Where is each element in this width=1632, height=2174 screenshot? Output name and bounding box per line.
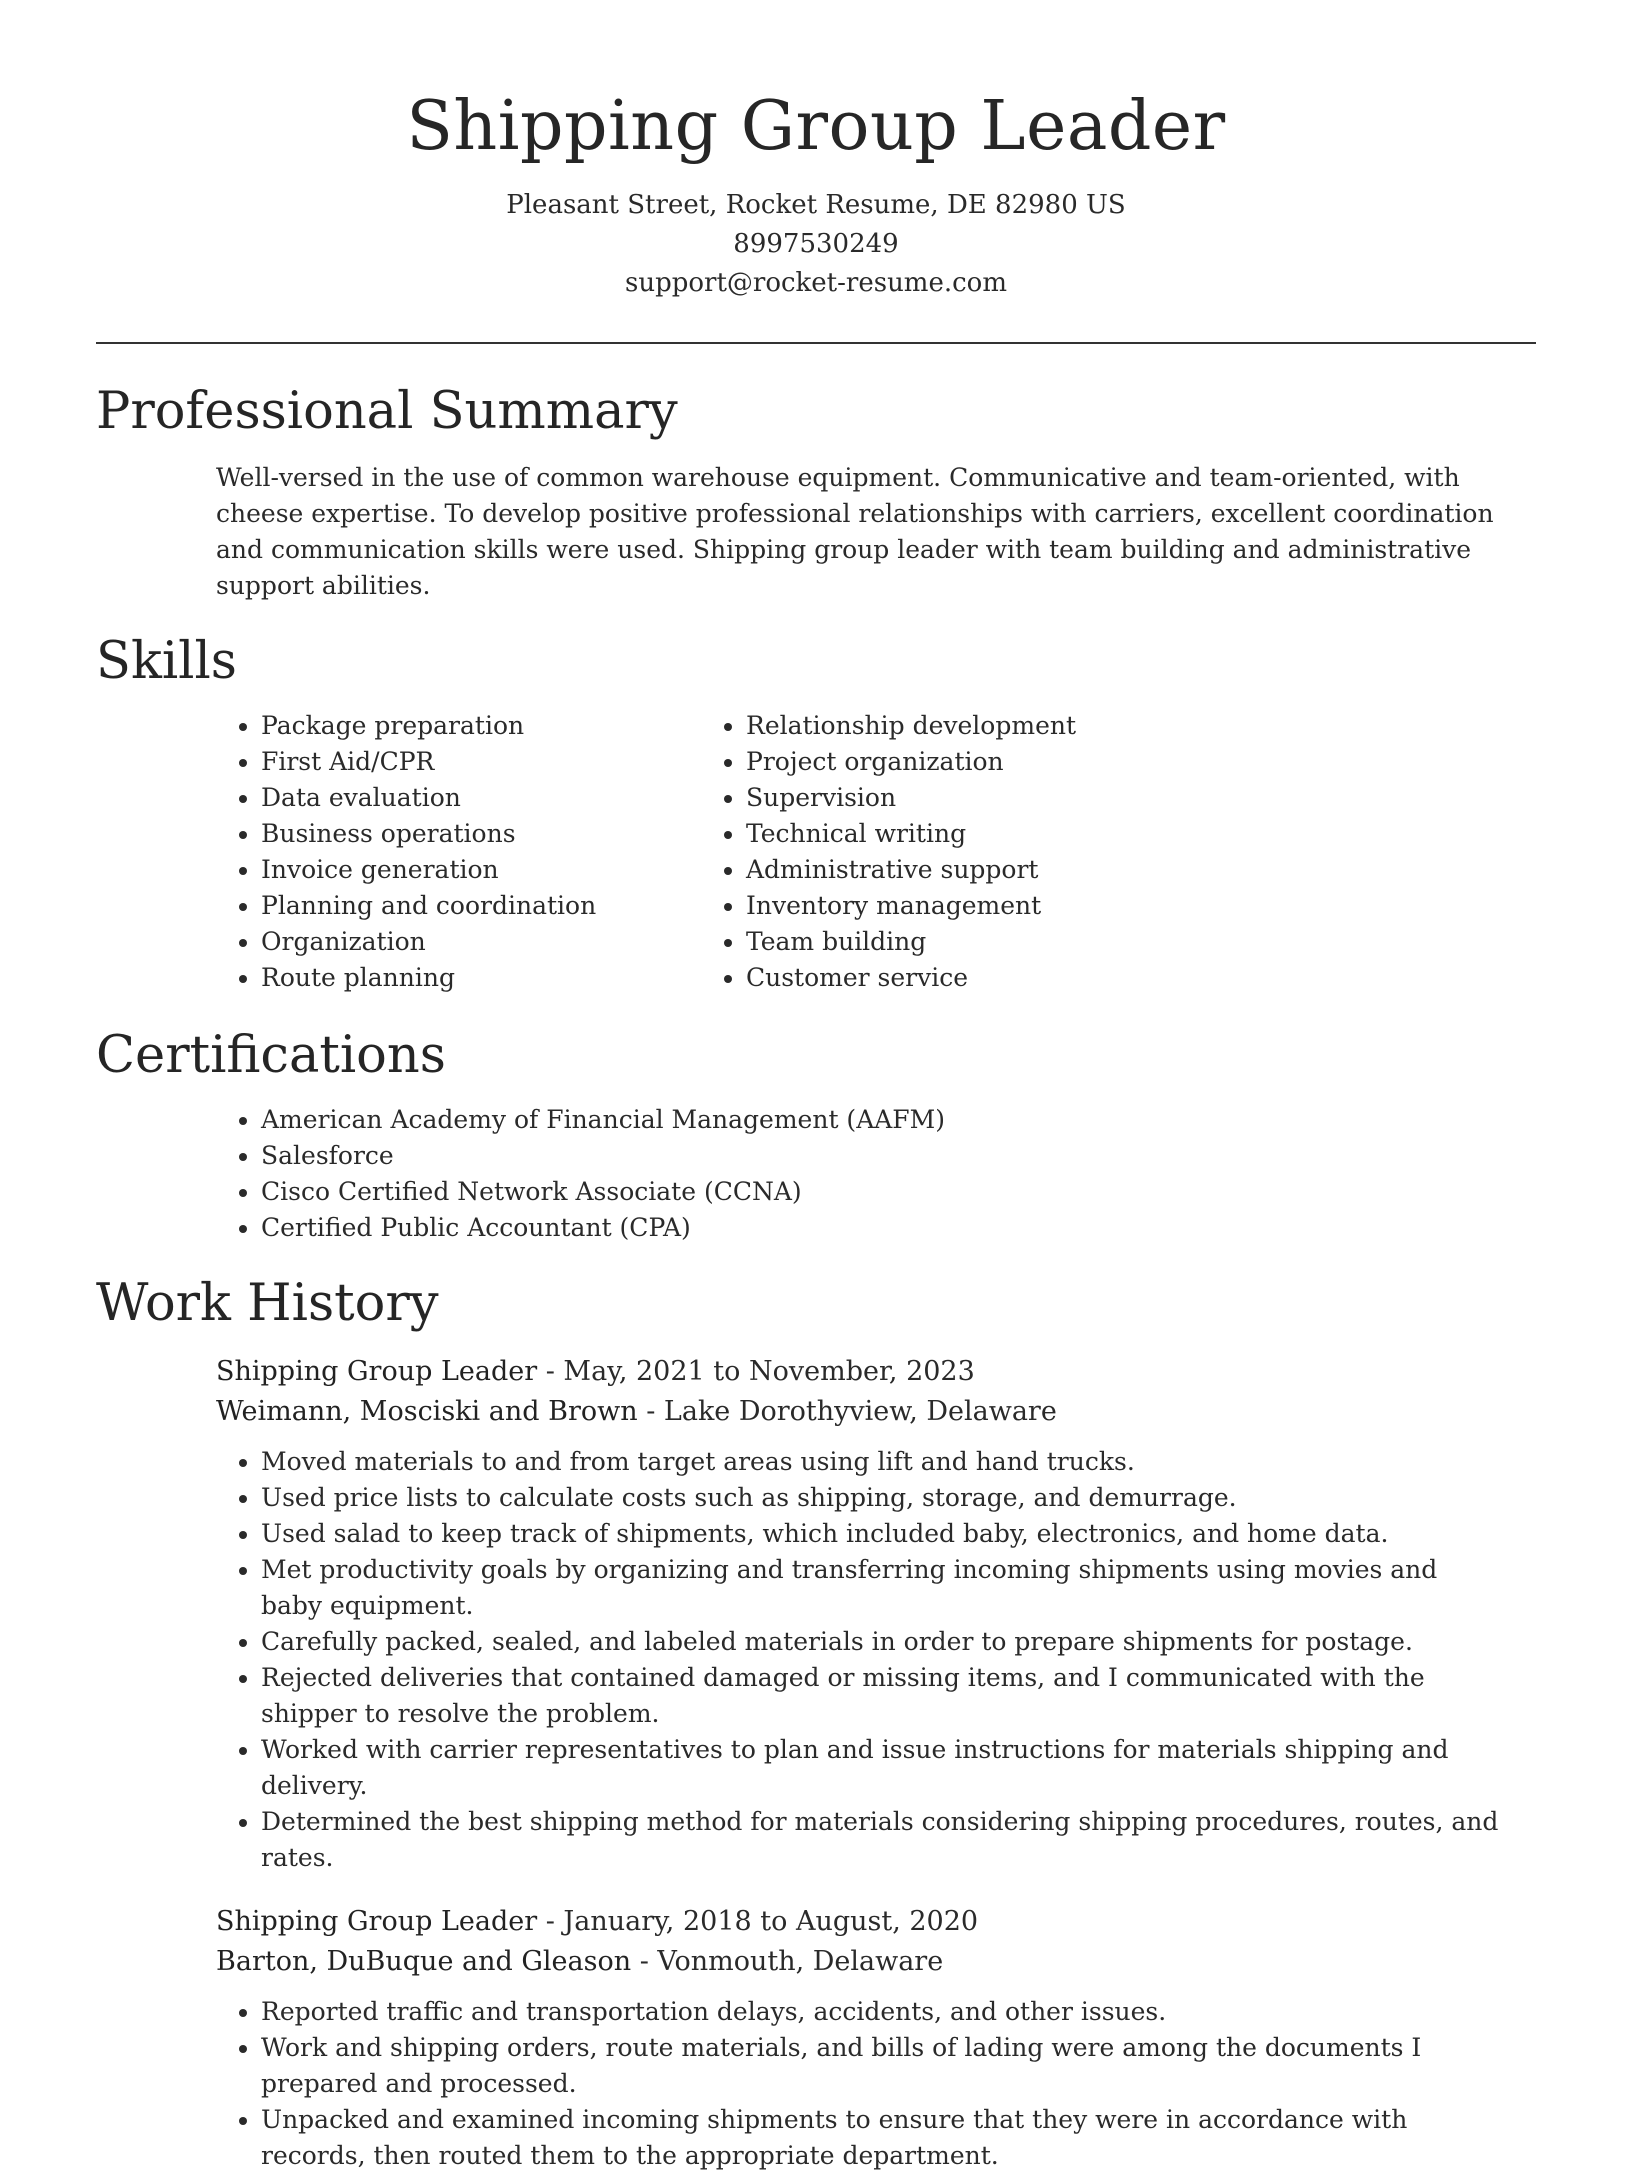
list-item: • Used price lists to calculate costs such as shipping, storage, and demurrage. (261, 1480, 1536, 1516)
list-item: • Determined the best shipping method for materials considering shipping procedures, routes, and rates. (261, 1804, 1536, 1876)
contact-address: Pleasant Street, Rocket Resume, DE 82980 US (506, 190, 1126, 220)
job-company: Barton, DuBuque and Gleason (216, 1946, 632, 1977)
job-bullets (216, 1994, 1536, 2174)
page-title: Shipping Group Leader (406, 87, 1226, 166)
list-item: • Data evaluation (261, 780, 746, 816)
summary-text: Well-versed in the use of common warehouse equipment. Communicative and team-oriented, with cheese expertise. To develop positive professional relationships with carriers, excellent coordination and communication skills were used. Shipping group leader with team building and administrative support abilities. (216, 463, 1494, 600)
job-role: Shipping Group Leader (216, 1906, 538, 1937)
job-dates: - January, 2018 to August, 2020 (537, 1906, 979, 1937)
job-title-line (216, 1352, 1536, 1392)
contact-info (0, 186, 1632, 303)
list-item: • Rejected deliveries that contained damaged or missing items, and I communicated with the shipper to resolve the problem. (261, 1660, 1536, 1732)
job-company-line (216, 1392, 1536, 1432)
job-role: Shipping Group Leader (216, 1356, 538, 1387)
list-item: • First Aid/CPR (261, 744, 746, 780)
certifications-section (96, 1024, 1536, 1246)
list-item: • Certified Public Accountant (CPA) (261, 1210, 1536, 1246)
contact-email: support@rocket-resume.com (624, 268, 1007, 298)
skills-section (96, 630, 1536, 996)
list-item: • Unpacked and examined incoming shipments to ensure that they were in accordance with records, then routed them to the appropriate department. (261, 2102, 1536, 2174)
skills-list-left (96, 708, 746, 996)
list-item: • Invoice generation (261, 852, 746, 888)
list-item: • Moved materials to and from target areas using lift and hand trucks. (261, 1444, 1536, 1480)
job-company-line (216, 1942, 1536, 1982)
list-item: • Business operations (261, 816, 746, 852)
list-item: • Package preparation (261, 708, 746, 744)
job-title-line (216, 1902, 1536, 1942)
list-item: • Cisco Certified Network Associate (CCNA) (261, 1174, 1536, 1210)
list-item: • Carefully packed, sealed, and labeled materials in order to prepare shipments for postage. (261, 1624, 1536, 1660)
list-item: • Planning and coordination (261, 888, 746, 924)
list-item: • Administrative support (746, 852, 1396, 888)
list-item: • Inventory management (746, 888, 1396, 924)
list-item: • Met productivity goals by organizing and transferring incoming shipments using movies and baby equipment. (261, 1552, 1536, 1624)
job-entry (96, 1902, 1536, 2174)
skills-heading: Skills (96, 632, 237, 691)
list-item: • Work and shipping orders, route materials, and bills of lading were among the documents I prepared and processed. (261, 2030, 1536, 2102)
skills-columns (96, 708, 1536, 996)
list-item: • Used salad to keep track of shipments, which included baby, electronics, and home data. (261, 1516, 1536, 1552)
summary-section (96, 380, 1536, 604)
summary-heading: Professional Summary (96, 382, 678, 441)
list-item: • Organization (261, 924, 746, 960)
list-item: • Technical writing (746, 816, 1396, 852)
job-company: Weimann, Mosciski and Brown (216, 1396, 638, 1427)
job-bullets (216, 1444, 1536, 1876)
list-item: • American Academy of Financial Management (AAFM) (261, 1102, 1536, 1138)
work-history-heading: Work History (96, 1274, 439, 1333)
list-item: • Project organization (746, 744, 1396, 780)
list-item: • Worked with carrier representatives to plan and issue instructions for materials shipping and delivery. (261, 1732, 1536, 1804)
list-item: • Route planning (261, 960, 746, 996)
list-item: • Reported traffic and transportation delays, accidents, and other issues. (261, 1994, 1536, 2030)
certifications-heading: Certifications (96, 1026, 446, 1085)
contact-phone: 8997530249 (733, 229, 899, 259)
header-divider (96, 342, 1536, 344)
resume-header (0, 0, 1632, 303)
list-item: • Salesforce (261, 1138, 1536, 1174)
list-item: • Relationship development (746, 708, 1396, 744)
work-history-section (96, 1272, 1536, 2174)
list-item: • Team building (746, 924, 1396, 960)
list-item: • Supervision (746, 780, 1396, 816)
job-dates: - May, 2021 to November, 2023 (537, 1356, 975, 1387)
skills-list-right (746, 708, 1396, 996)
job-location: - Lake Dorothyview, Delaware (637, 1396, 1057, 1427)
list-item: • Customer service (746, 960, 1396, 996)
job-location: - Vonmouth, Delaware (631, 1946, 944, 1977)
certifications-list (96, 1102, 1536, 1246)
job-entry (96, 1352, 1536, 1876)
